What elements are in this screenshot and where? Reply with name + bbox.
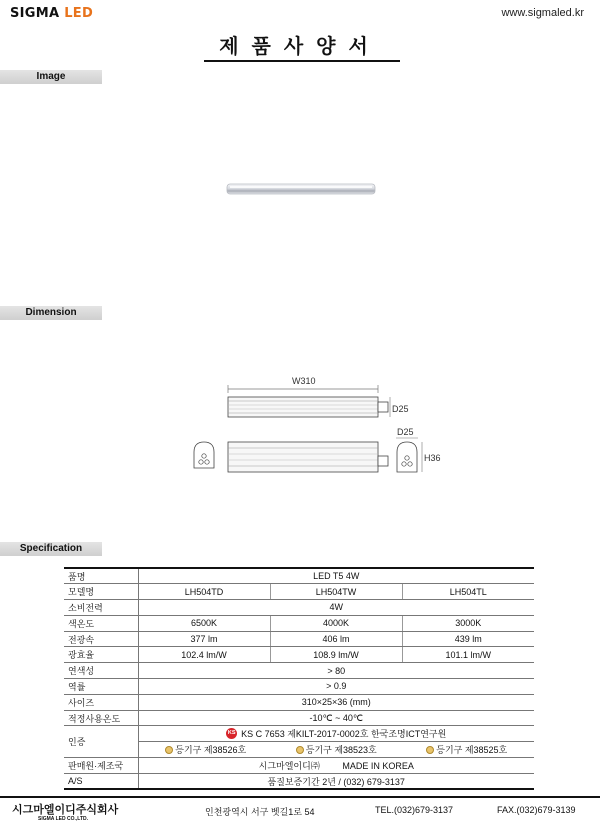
table-row [64,647,534,663]
spec-value: 6500K [138,615,270,631]
cert-text: KS C 7653 제KILT-2017-0002호 한국조명ICT연구원 [241,729,447,740]
company-address: 인천광역시 서구 벳길1로 54 [205,807,315,817]
table-row [64,600,534,616]
spec-label: 적정사용온도 [64,710,138,726]
spec-value: > 0.9 [138,679,534,695]
dimension-drawing [180,372,450,484]
spec-label: 모델명 [64,584,138,600]
cert-line-1 [138,726,534,742]
spec-label: A/S [64,773,138,789]
spec-value: LH504TW [270,584,402,600]
spec-value: LH504TL [402,584,534,600]
spec-label: 사이즈 [64,694,138,710]
cert-item [165,743,246,756]
spec-value: 품질보증기간 2년 / (032) 679-3137 [138,773,534,789]
table-row [64,773,534,789]
table-row [64,726,534,742]
page-title: 제품사양서 [219,34,381,58]
spec-label: 소비전력 [64,600,138,616]
spec-label: 전광속 [64,631,138,647]
website-url: www.sigmaled.kr [501,7,584,19]
cert-item-text: 등기구 제38523호 [305,745,377,756]
spec-value: 406 lm [270,631,402,647]
spec-value: > 80 [138,663,534,679]
table-row [64,679,534,695]
company-tel: TEL.(032)679-3137 [375,805,454,815]
spec-value: 4W [138,600,534,616]
table-row [64,584,534,600]
table-row [64,568,534,584]
spec-value: 310×25×36 (mm) [138,694,534,710]
spec-value: 439 lm [402,631,534,647]
spec-label: 판매원·제조국 [64,758,138,774]
table-row [64,694,534,710]
section-label-image: Image [0,70,102,84]
seal-icon [296,746,304,754]
spec-label: 역률 [64,679,138,695]
spec-value: 102.4 lm/W [138,647,270,663]
seller-company: 시그마엘이디㈜ [258,760,320,771]
seal-icon [426,746,434,754]
height-label: H36 [424,453,441,463]
spec-value: -10℃ ~ 40℃ [138,710,534,726]
table-row [64,615,534,631]
spec-label: 색온도 [64,615,138,631]
footer-rule [0,796,600,798]
brand-led: LED [64,6,94,21]
spec-table [64,567,534,790]
cert-item [426,743,507,756]
table-row [64,663,534,679]
ks-mark-icon: KS [226,728,237,739]
title-underline [204,60,400,62]
seller-cell [138,758,534,774]
spec-label: 품명 [64,568,138,584]
table-row [64,631,534,647]
seller-origin: MADE IN KOREA [342,760,414,771]
section-label-dimension: Dimension [0,306,102,320]
product-image [226,182,376,196]
spec-label: 인증 [64,726,138,758]
table-row [64,710,534,726]
spec-value: 4000K [270,615,402,631]
company-name-en: SIGMA LED CO.,LTD. [38,816,88,822]
cert-item [296,743,377,756]
spec-value: LH504TD [138,584,270,600]
table-row [64,758,534,774]
spec-value: 108.9 lm/W [270,647,402,663]
width-label: W310 [292,376,316,386]
cert-line-2 [138,742,534,758]
cert-item-text: 등기구 제38526호 [175,745,247,756]
depth-label-end: D25 [397,427,414,437]
spec-value: 101.1 lm/W [402,647,534,663]
brand-logo [10,6,93,21]
spec-value: 377 lm [138,631,270,647]
section-label-specification: Specification [0,542,102,556]
company-name: 시그마엘이디주식회사 [12,803,119,816]
seal-icon [165,746,173,754]
cert-item-text: 등기구 제38525호 [436,745,508,756]
spec-label: 광효율 [64,647,138,663]
brand-main: SIGMA [10,6,60,21]
spec-value: LED T5 4W [138,568,534,584]
company-fax: FAX.(032)679-3139 [497,805,576,815]
spec-value: 3000K [402,615,534,631]
spec-label: 연색성 [64,663,138,679]
depth-label: D25 [392,404,409,414]
